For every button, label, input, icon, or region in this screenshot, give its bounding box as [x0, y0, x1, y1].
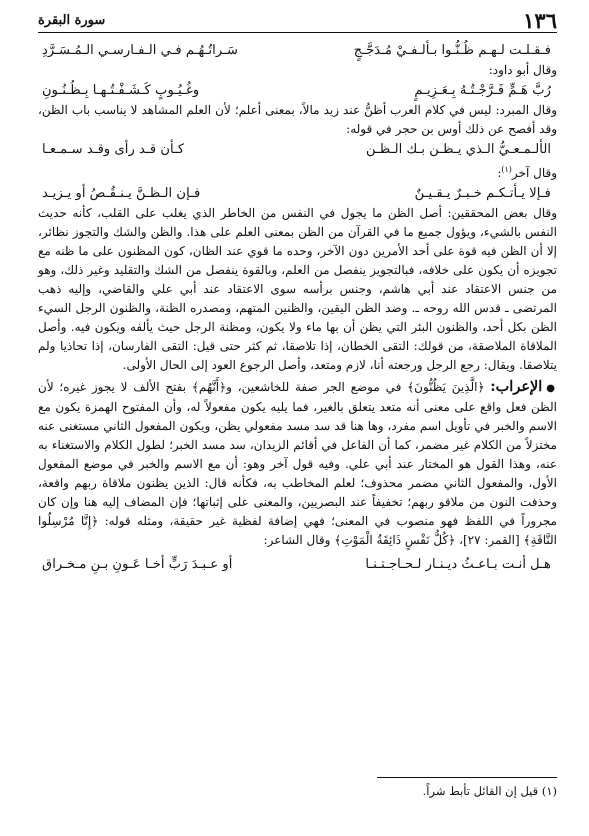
page-header	[38, 8, 557, 33]
quran-quote: ﴿الَّذِينَ يَظُنُّونَ﴾	[407, 380, 485, 394]
text-segment: ،	[459, 533, 463, 547]
verse-second-hemistich: سَـراتُـهُـم فـي الـفـارسـي الـمُـسَـرَّدِ	[42, 43, 239, 58]
footnote-text: قيل إن القائل تأبط شراً.	[422, 784, 539, 798]
text-segment: في موضع الجر صفة للخاشعين، و	[226, 380, 402, 394]
verse-second-hemistich: فـإن الـظـنَّ يـنـقُـصُ أو يـزيـد	[42, 186, 201, 201]
page-number: ١٣٦	[523, 7, 557, 33]
verse-second-hemistich: وغُـيُـوبٍ كَـشَـفْـتُـهـا بِـظُـنُـونِ	[42, 83, 200, 98]
paragraph: وقال بعض المحققين: أصل الظن ما يجول في النفس من الخاطر الذي يغلب على القلب، كأنه حديث النفس بالشيء، ويؤول جميع ما في القرآن من الظن بمعنى العلم على هذا. والظن والشك والتجوز نظائر، إلا أن الظن فيه قوة على أحد الأمرين دون الآخر، وحده ما قوي عند الظان، كون المظنون على ما ظنه مع تجويزه أن يكون على خلافه، فبالتجويز ينفصل من العلم، وبالقوة ينفصل من الشك والتقليد وغير ذلك، وهو من جنس الاعتقاد عند أبي هاشم، وجنس برأسه سوى الاعتقاد عند أبي علي والقاضي، وإليه ذهب المرتضى ـ قدس الله روحه ـ. وضد الظن اليقين، والظنين المتهم، ومصدره الظنة، والظنون الرجل السيء الظن بكل أحد، والظنون البئر التي يظن أن بها ماء ولا يكون، ومظنة الرجل حيث يألفه ويكون فيه. وأصل الملاقاة الملاصقة، من قولك: التقى الخطان، إذا تلاصقا، ثم كثر حتى قيل: التقى الفارسان، إذا تحاذيا ولم يتلاصقا. ويقال: رجع الرجل ورجعته أنا، لازم ومتعد، وأصل الرجوع العود إلى الحال الأولى.	[38, 206, 557, 372]
verse-attribution: وقال أبو داود:	[488, 63, 557, 77]
paragraph: وقال المبرد: ليس في كلام العرب أظنُّ عند زيد مالاً، بمعنى أعلم؛ لأن العلم المشاهد لا يناسب باب الظن، وقد أفصح عن ذلك أوس بن حجر في قوله:	[38, 103, 557, 136]
verse-first-hemistich: فـقـلـت لـهـم ظُـنُّـوا بـألـفـيْ مُـدَجَّـجٍ	[353, 43, 551, 58]
verse-second-hemistich: كـأن قـد رأى وقـد سـمـعـا	[42, 142, 185, 157]
quran-quote: ﴿أَنَّهُم﴾	[191, 380, 227, 394]
verse-second-hemistich: أو عـبـدَ رَبٍّ أخـا عَـونِ بـنِ مـخـراق	[42, 557, 233, 572]
footnote-marker: (١)	[541, 784, 557, 798]
iraab-section	[38, 377, 557, 550]
poem-verse	[38, 80, 557, 101]
poem-verse	[38, 40, 557, 61]
footnote-reference[interactable]: (١)	[501, 165, 512, 174]
quran-reference: [القمر: ٢٧]	[462, 533, 520, 547]
footnote	[38, 783, 557, 800]
verse-attribution: وقال آخر$^{(١)}$:	[497, 165, 557, 180]
verse-first-hemistich: هـل أنـت بـاعـثُ ديـنـار لـحـاجـتـنـا	[365, 557, 551, 572]
poem-verse	[38, 139, 557, 160]
attribution-text: وقال آخر	[511, 166, 557, 180]
verse-first-hemistich: رُبَّ هَـمٍّ فَـرَّجْـتُـهُ بِـعَـزِيـمٍ	[414, 83, 551, 98]
text-segment: وقال الشاعر:	[263, 533, 331, 547]
bullet-icon: ●	[546, 383, 557, 394]
section-heading: الإعراب:	[490, 378, 543, 395]
footnote-divider	[377, 777, 557, 778]
verse-first-hemistich: فـإلا يـأتـكـم خـبـرٌ يـقـيـنٌ	[414, 186, 551, 201]
surah-title: سورة البقرة	[38, 12, 106, 28]
quran-quote: ﴿إِنَّا مُرْسِلُوا النَّاقَةِ﴾	[38, 514, 557, 547]
poem-verse	[38, 554, 557, 575]
quran-quote: ﴿كُلُّ نَفْسٍ ذَائِقَةُ الْمَوْتِ﴾	[334, 533, 456, 547]
verse-first-hemistich: الألـمـعـيُّ الـذي يـظـن بـك الـظـن	[365, 142, 551, 157]
page-body	[38, 40, 557, 575]
text-segment: بفتح الألف لا يجوز غيره؛ لأن الظن فعل واقع على معنى أنه متعد يتعلق بالغير، فما يليه يكون مفعولاً له، وأن المفتوح الهمزة يكون مع الاسم والخبر في تأويل اسم مفرد، وها هنا قد سد مسد مفعولي يظن، ويكون المفعول الثاني مستغنى عنه مختزلاً من الكلام غير مضمر، كما أن الفاعل في أقائم الزيدان، سد مسد الخبر؛ لطول الكلام والاستغناء به عنه، وهذا القول هو المختار عند أبي علي. وفيه قول آخر وهو: أن مع الاسم والخبر في موضع المفعول الأول، والمفعول الثاني مضمر محذوف؛ لعلم المخاطب به، فكأنه قال: الذين يظنون ملاقاة ربهم واقعة، وحذفت النون من ملاقو ربهم؛ تخفيفاً عند البصريين، والمعنى على إثباتها؛ فإن المضاف إليه هنا وإن كان مجروراً في اللفظ فهو منصوب في المعنى؛ فهي إضافة لفظية غير حقيقة، ومثله قوله:	[38, 380, 557, 528]
poem-verse	[38, 183, 557, 204]
